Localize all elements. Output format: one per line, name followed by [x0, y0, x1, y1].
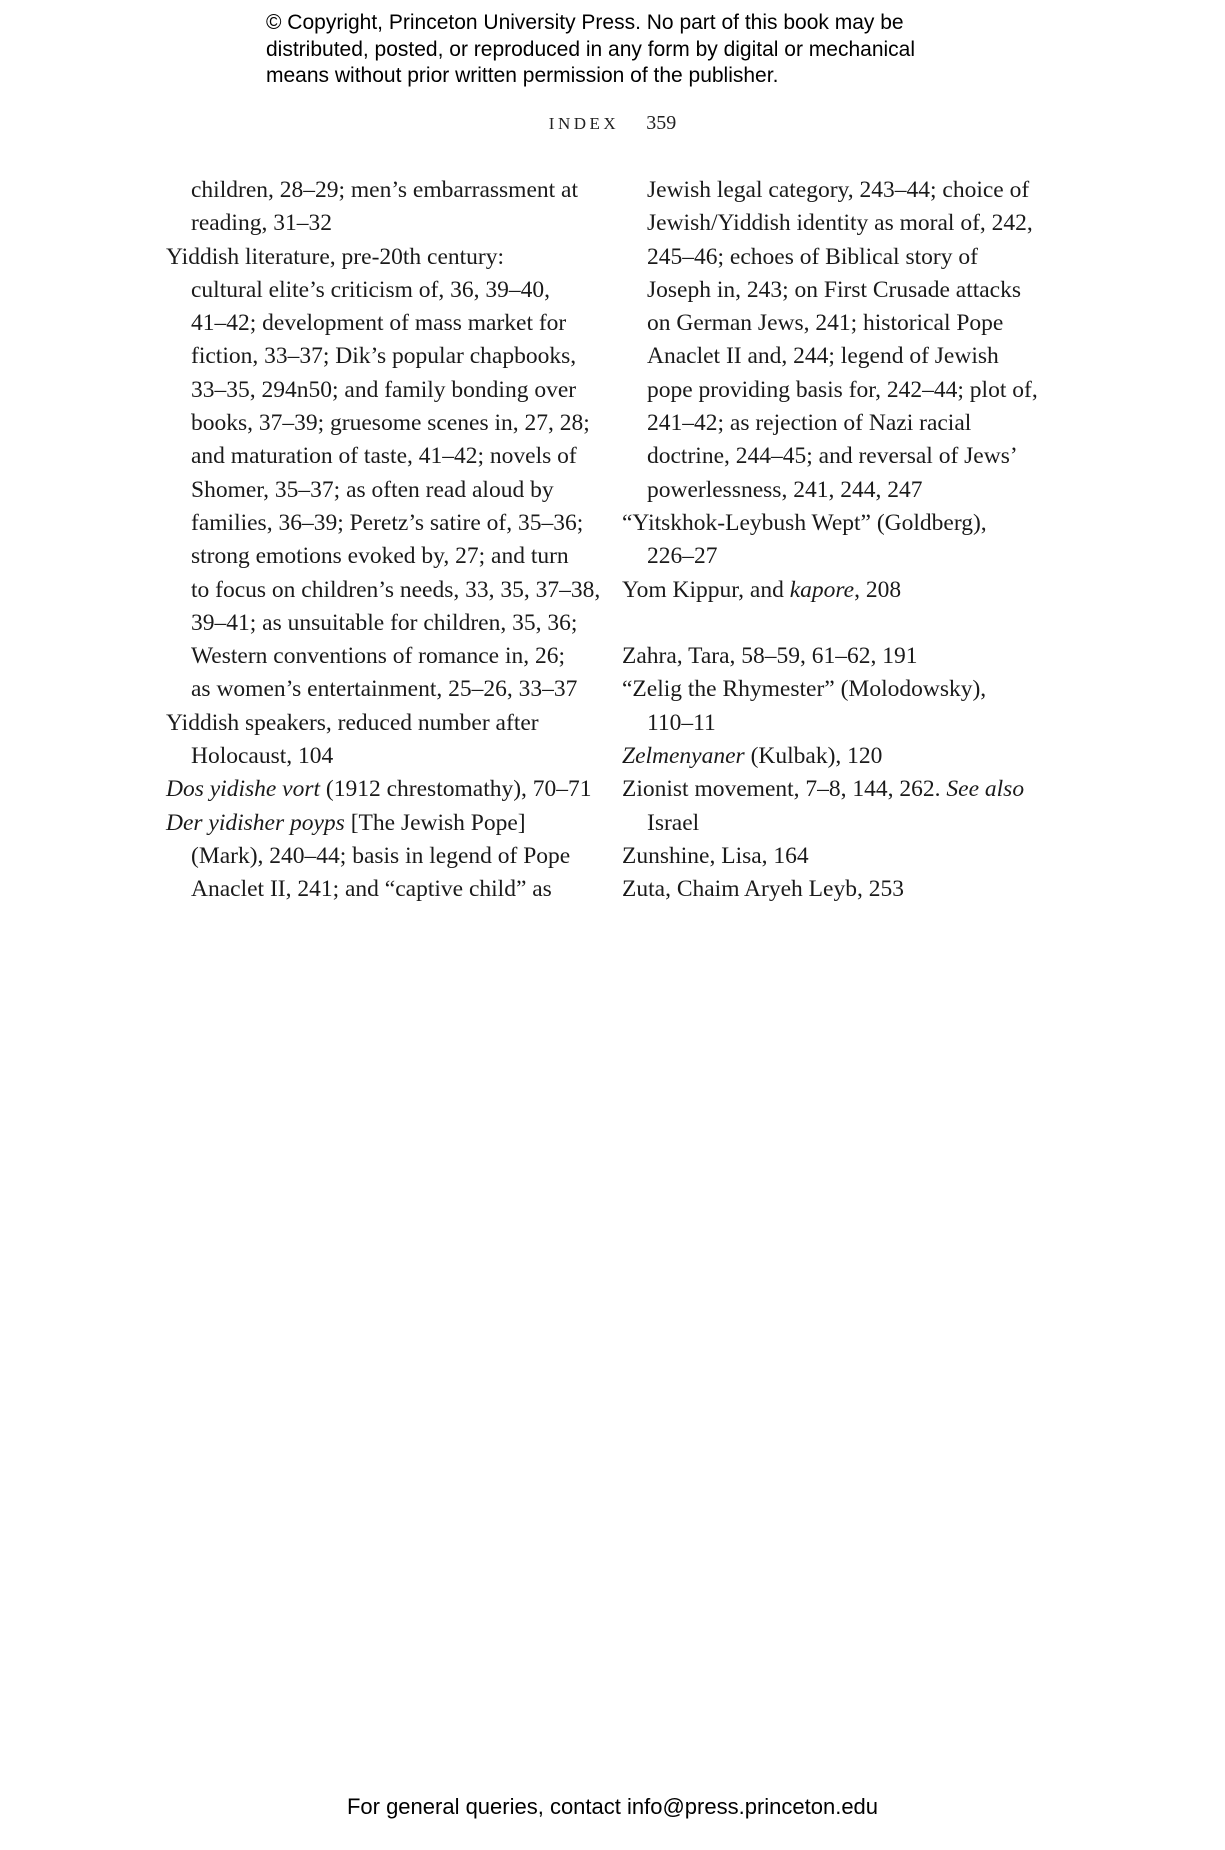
entry-line: pope providing basis for, 242–44; plot of,: [647, 376, 1038, 403]
entry-text: [The Jewish Pope]: [344, 809, 526, 836]
entry-line: on German Jews, 241; historical Pope: [647, 310, 1004, 337]
index-entry: [622, 740, 1042, 773]
entry-line: Jewish/Yiddish identity as moral of, 242,: [647, 210, 1033, 237]
footer-contact: For general queries, contact info@press.princeton.edu: [346, 1794, 879, 1819]
entry-line: fiction, 33–37; Dik’s popular chapbooks,: [191, 343, 577, 370]
entry-line: families, 36–39; Peretz’s satire of, 35–36;: [191, 509, 584, 536]
entry-line: Anaclet II and, 244; legend of Jewish: [647, 343, 999, 370]
entry-title-italic: Dos yidishe vort: [166, 776, 321, 803]
index-column-right: [622, 174, 1042, 907]
entry-line: [622, 740, 1042, 773]
entry-line: doctrine, 244–45; and reversal of Jews’: [647, 443, 1018, 470]
see-also-italic: See also: [946, 776, 1025, 803]
letter-group-spacer: [622, 607, 1042, 640]
index-entry: [622, 873, 1042, 906]
entry-line: Shomer, 35–37; as often read aloud by: [191, 476, 554, 503]
entry-line: 245–46; echoes of Biblical story of: [647, 243, 978, 270]
index-entry: [166, 707, 586, 774]
entry-line: strong emotions evoked by, 27; and turn: [191, 543, 569, 570]
entry-line: [622, 773, 1042, 806]
index-entry: [622, 174, 1042, 507]
entry-line: Joseph in, 243; on First Crusade attacks: [647, 276, 1022, 303]
index-entry: [622, 840, 1042, 873]
entry-line: reading, 31–32: [191, 210, 332, 237]
index-entry: [622, 640, 1042, 673]
entry-line: children, 28–29; men’s embarrassment at: [191, 177, 578, 203]
index-entry: [622, 574, 1042, 607]
entry-line: Holocaust, 104: [191, 743, 334, 770]
entry-title-italic: Der yidisher poyps: [166, 809, 345, 836]
index-entry: [166, 773, 592, 806]
entry-line: Zunshine, Lisa, 164: [622, 842, 809, 869]
entry-line: to focus on children’s needs, 33, 35, 37–38,: [191, 576, 601, 603]
copyright-notice: [266, 10, 1026, 90]
entry-line: [166, 773, 592, 806]
index-entry: [166, 807, 586, 907]
entry-line: 41–42; development of mass market for: [191, 310, 567, 337]
index-entry: [166, 174, 586, 241]
entry-line: Anaclet II, 241; and “captive child” as: [191, 876, 552, 903]
entry-line: Western conventions of romance in, 26;: [191, 643, 566, 670]
entry-text: , 208: [854, 576, 902, 603]
copyright-line: means without prior written permission of the publisher.: [266, 64, 779, 87]
entry-line: Zuta, Chaim Aryeh Leyb, 253: [622, 876, 904, 903]
index-entry: [166, 241, 601, 707]
entry-line: and maturation of taste, 41–42; novels of: [191, 443, 577, 470]
entry-line: Israel: [647, 809, 700, 836]
entry-line: “Zelig the Rhymester” (Molodowsky),: [622, 676, 987, 703]
entry-line: 39–41; as unsuitable for children, 35, 36;: [191, 609, 578, 636]
running-head: [0, 112, 1225, 135]
entry-text: Yom Kippur, and: [622, 576, 790, 603]
page-number: 359: [646, 112, 677, 134]
entry-line: (Mark), 240–44; basis in legend of Pope: [191, 842, 571, 869]
entry-text: Zionist movement, 7–8, 144, 262.: [622, 776, 947, 803]
entry-line: [622, 574, 1042, 607]
index-column-left: [166, 174, 601, 907]
entry-text: (1912 chrestomathy), 70–71: [320, 776, 592, 803]
entry-line: 110–11: [647, 709, 716, 736]
copyright-line: distributed, posted, or reproduced in any form by digital or mechanical: [266, 37, 916, 61]
entry-line: Zahra, Tara, 58–59, 61–62, 191: [622, 643, 918, 670]
index-entry: [622, 507, 1042, 574]
entry-title-italic: Zelmenyaner: [622, 743, 745, 770]
entry-text: (Kulbak), 120: [744, 743, 883, 770]
copyright-line: © Copyright, Princeton University Press. No part of this book may be: [266, 11, 904, 34]
entry-line: [166, 807, 586, 840]
entry-line: Jewish legal category, 243–44; choice of: [647, 177, 1030, 203]
entry-line: 226–27: [647, 543, 718, 570]
entry-line: books, 37–39; gruesome scenes in, 27, 28;: [191, 410, 590, 437]
entry-line: 241–42; as rejection of Nazi racial: [647, 410, 972, 437]
entry-line: cultural elite’s criticism of, 36, 39–40,: [191, 276, 550, 303]
index-entry: [622, 773, 1042, 840]
entry-line: Yiddish speakers, reduced number after: [166, 709, 539, 736]
entry-term-italic: kapore: [789, 576, 855, 603]
entry-line: powerlessness, 241, 244, 247: [647, 476, 923, 503]
running-head-label: INDEX: [548, 114, 620, 133]
entry-line: 33–35, 294n50; and family bonding over: [191, 376, 577, 403]
entry-line: Yiddish literature, pre-20th century:: [166, 243, 505, 270]
index-entry: [622, 673, 1042, 740]
entry-line: as women’s entertainment, 25–26, 33–37: [191, 676, 578, 703]
entry-line: “Yitskhok-Leybush Wept” (Goldberg),: [622, 509, 987, 536]
